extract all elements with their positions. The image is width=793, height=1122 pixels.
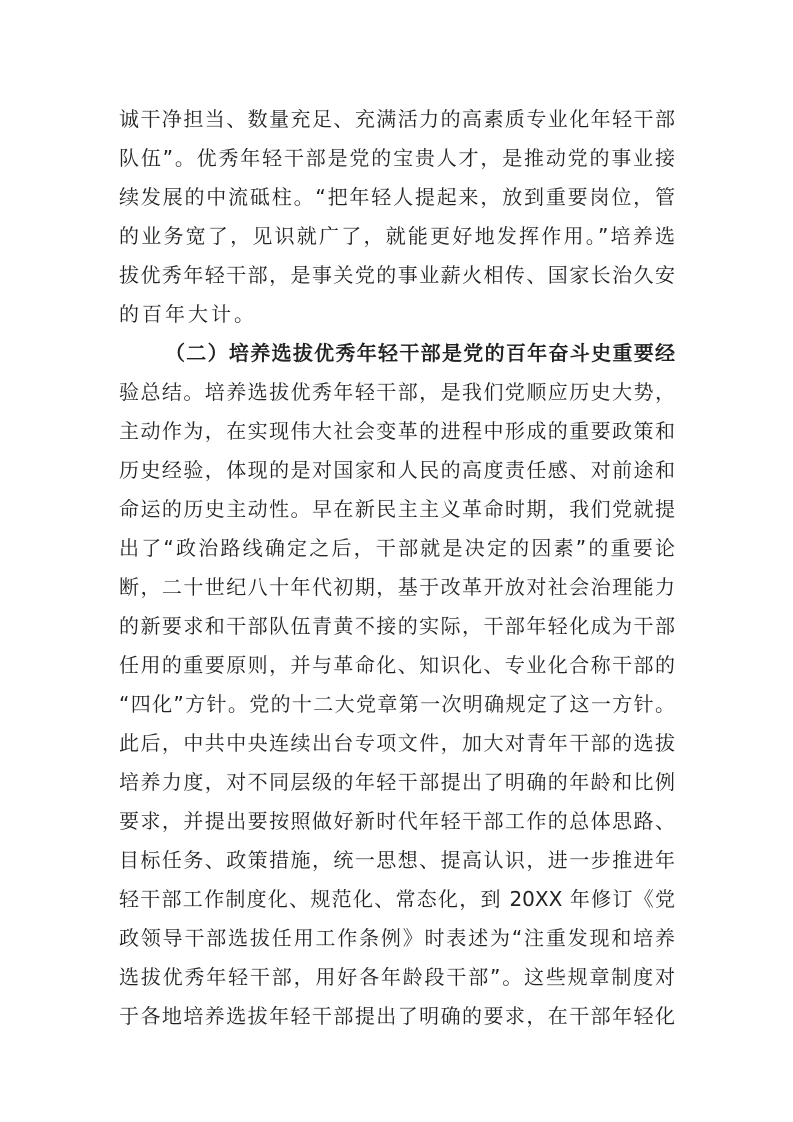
text-line: 的业务宽了，见识就广了，就能更好地发挥作用。”培养选: [119, 224, 675, 248]
document-page: [119, 100, 675, 1036]
text-line: 政领导干部选拔任用工作条例》时表述为“注重发现和培养: [119, 926, 675, 950]
text-line: 历史经验，体现的是对国家和人民的高度责任感、对前途和: [119, 458, 675, 482]
text-line: 命运的历史主动性。早在新民主主义革命时期，我们党就提: [119, 497, 675, 521]
text-line: 目标任务、政策措施，统一思想、提高认识，进一步推进年: [119, 848, 675, 872]
text-line: 队伍”。优秀年轻干部是党的宝贵人才，是推动党的事业接: [119, 146, 675, 170]
text-line: 的百年大计。: [119, 302, 257, 326]
text-line: 验总结。培养选拔优秀年轻干部，是我们党顺应历史大势，: [119, 380, 675, 404]
text-line: 断，二十世纪八十年代初期，基于改革开放对社会治理能力: [119, 575, 675, 599]
section-heading: （二）培养选拔优秀年轻干部是党的百年奋斗史重要经: [165, 341, 675, 365]
text-line: 任用的重要原则，并与革命化、知识化、专业化合称干部的: [119, 653, 675, 677]
text-line: 的新要求和干部队伍青黄不接的实际，干部年轻化成为干部: [119, 614, 675, 638]
text-line: 于各地培养选拔年轻干部提出了明确的要求，在干部年轻化: [119, 1004, 675, 1028]
text-line: 主动作为，在实现伟大社会变革的进程中形成的重要政策和: [119, 419, 675, 443]
text-line: “四化”方针。党的十二大党章第一次明确规定了这一方针。: [119, 692, 675, 716]
paragraph-1: [119, 100, 675, 334]
text-line: 诚干净担当、数量充足、充满活力的高素质专业化年轻干部: [119, 107, 675, 131]
text-line: 轻干部工作制度化、规范化、常态化，到 20XX 年修订《党: [119, 887, 675, 911]
text-line: 此后，中共中央连续出台专项文件，加大对青年干部的选拔: [119, 731, 675, 755]
text-line: 要求，并提出要按照做好新时代年轻干部工作的总体思路、: [119, 809, 675, 833]
text-line: 拔优秀年轻干部，是事关党的事业薪火相传、国家长治久安: [119, 263, 675, 287]
paragraph-2: [119, 334, 675, 1036]
text-line: 续发展的中流砥柱。“把年轻人提起来，放到重要岗位，管: [119, 185, 675, 209]
text-line: 选拔优秀年轻干部，用好各年龄段干部”。这些规章制度对: [119, 965, 675, 989]
text-line: 出了“政治路线确定之后，干部就是决定的因素”的重要论: [119, 536, 675, 560]
text-line: 培养力度，对不同层级的年轻干部提出了明确的年龄和比例: [119, 770, 675, 794]
